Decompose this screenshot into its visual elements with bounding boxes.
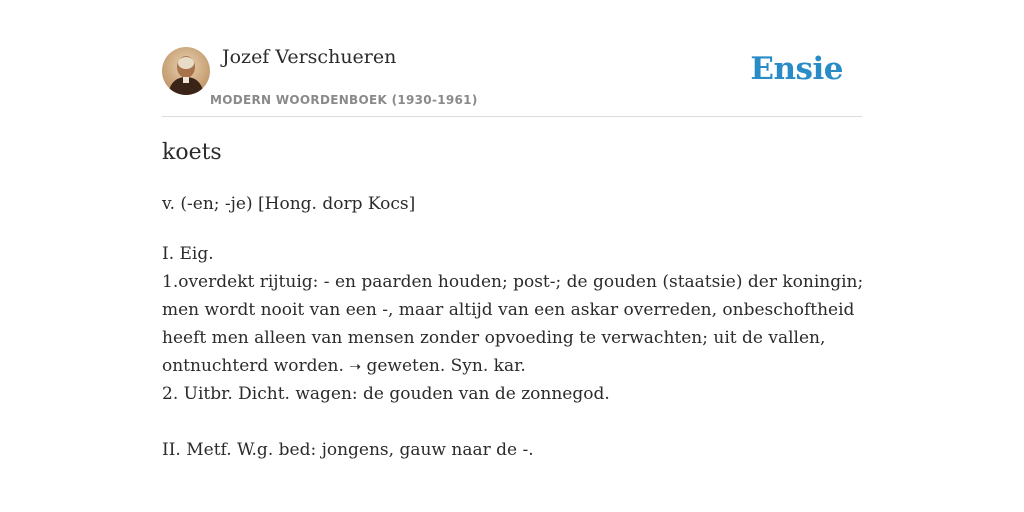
definition-body [162, 240, 872, 464]
definition-line [162, 352, 872, 380]
author-name[interactable]: Jozef Verschueren [222, 46, 397, 68]
definition-line: men wordt nooit van een -, maar altijd van een askar overreden, onbeschoftheid [162, 300, 855, 320]
definition-line: 1.overdekt rijtuig: - en paarden houden; post-; de gouden (staatsie) der koningin; [162, 272, 864, 292]
definition-line: I. Eig. [162, 244, 214, 264]
definition-line: 2. Uitbr. Dicht. wagen: de gouden van de zonnegod. [162, 384, 610, 404]
definition-line: II. Metf. W.g. bed: jongens, gauw naar de -. [162, 440, 534, 460]
entry-header [162, 0, 862, 117]
definition-text: ontnuchterd worden. [162, 356, 344, 376]
brand-logo[interactable]: Ensie [750, 51, 843, 87]
blank-line [162, 408, 872, 436]
source-label[interactable]: MODERN WOORDENBOEK (1930-1961) [210, 93, 478, 107]
headword: koets [162, 140, 222, 165]
grammar-info: v. (-en; -je) [Hong. dorp Kocs] [162, 194, 416, 214]
definition-line: heeft men alleen van mensen zonder opvoeding te verwachten; uit de vallen, [162, 328, 826, 348]
arrow-right-icon: ➝ [349, 359, 362, 375]
author-portrait-icon[interactable] [162, 47, 210, 95]
entry-card [162, 0, 862, 512]
cross-reference-link[interactable]: geweten. Syn. kar. [366, 356, 526, 376]
